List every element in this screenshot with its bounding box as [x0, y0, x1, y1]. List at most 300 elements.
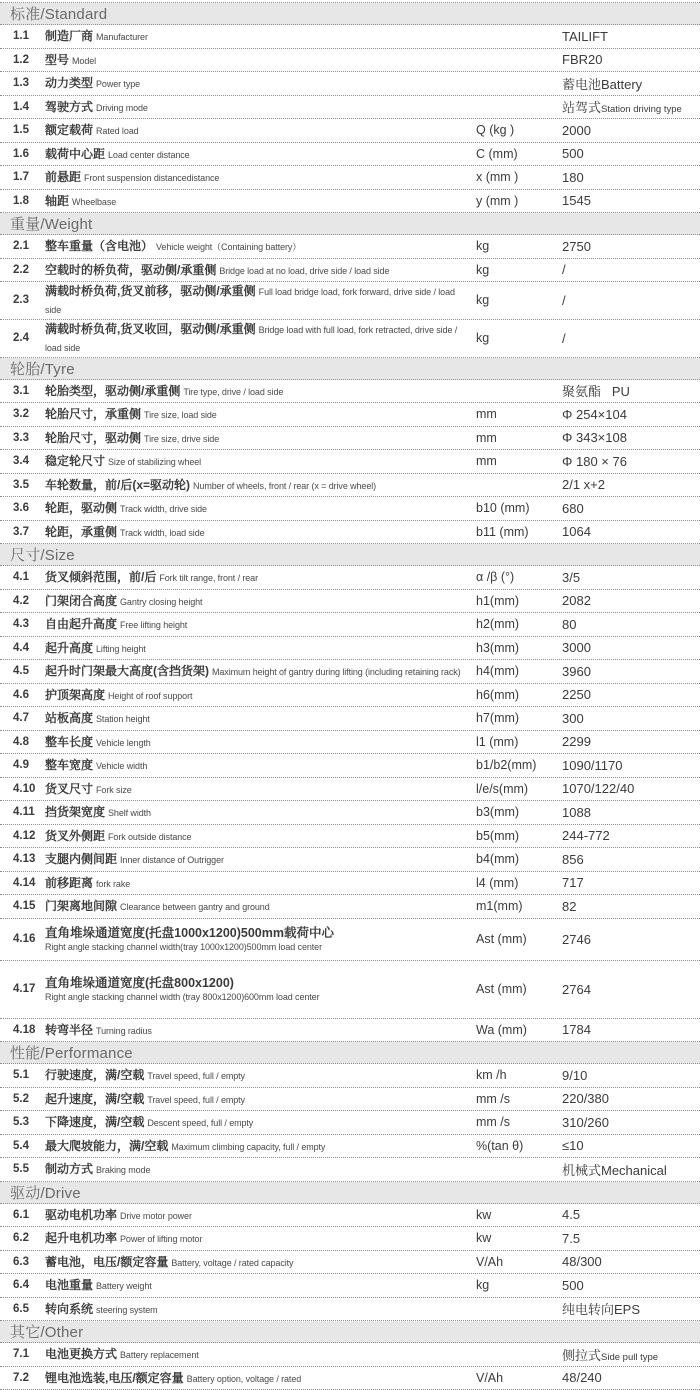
- section-rows: [0, 1204, 700, 1322]
- row-label-en: Battery option, voltage / rated: [186, 1373, 302, 1384]
- row-value-main: 1545: [562, 193, 591, 209]
- row-label-en: Maximum climbing capacity, full / empty: [171, 1141, 326, 1152]
- table-row: [0, 166, 700, 190]
- row-number: 1.5: [13, 124, 29, 137]
- table-row: [0, 427, 700, 451]
- row-value: [562, 711, 700, 726]
- section-rows: [0, 25, 700, 213]
- row-label-cn: 下降速度，满/空载: [45, 1115, 145, 1130]
- row-value-main: 2000: [562, 122, 591, 138]
- row-number: 4.13: [13, 853, 36, 866]
- table-row: [0, 143, 700, 167]
- table-row: [0, 1019, 700, 1043]
- section-header: [0, 1182, 700, 1204]
- table-row: [0, 403, 700, 427]
- row-label: [45, 168, 476, 186]
- row-label-en: Vehicle width: [96, 761, 148, 772]
- row-value: [562, 1115, 700, 1130]
- row-unit: h4(mm): [476, 664, 520, 679]
- row-value-main: 856: [562, 851, 584, 867]
- row-label-en: Track width, load side: [120, 527, 205, 538]
- row-label: [45, 827, 476, 845]
- row-label: [45, 976, 476, 1003]
- row-label-en: Drive motor power: [120, 1210, 192, 1221]
- row-label-cn: 挡货架宽度: [45, 805, 106, 820]
- row-value: [562, 1278, 700, 1293]
- row-unit: kw: [476, 1207, 492, 1222]
- row-value-main: 7.5: [562, 1230, 581, 1246]
- row-label-en: Gantry closing height: [120, 596, 203, 607]
- row-label: [45, 1090, 476, 1108]
- row-label-en: Travel speed, full / empty: [147, 1071, 245, 1082]
- row-number: 1.3: [13, 77, 29, 90]
- table-row: [0, 731, 700, 755]
- table-row: [0, 1111, 700, 1135]
- row-label-cn: 锂电池选装,电压/额定容量: [45, 1370, 184, 1385]
- row-value-main: 244-772: [562, 828, 610, 844]
- row-value: [562, 828, 700, 843]
- row-value: [562, 262, 700, 277]
- row-label: [45, 499, 476, 517]
- row-value: [562, 52, 700, 67]
- table-row: [0, 590, 700, 614]
- row-unit: V/Ah: [476, 1254, 504, 1269]
- row-value-main: /: [562, 292, 566, 308]
- row-value: [562, 1299, 700, 1318]
- row-value-main: 2299: [562, 734, 591, 750]
- row-unit: kg: [476, 239, 490, 254]
- row-label-cn: 起升高度: [45, 640, 94, 655]
- row-label: [45, 686, 476, 704]
- row-number: 4.5: [13, 665, 29, 678]
- row-value-main: 680: [562, 500, 584, 516]
- row-value: [562, 593, 700, 608]
- table-row: [0, 1227, 700, 1251]
- row-number: 3.3: [13, 431, 29, 444]
- table-row: [0, 1298, 700, 1322]
- row-number: 4.1: [13, 571, 29, 584]
- row-label: [45, 709, 476, 727]
- row-value: [562, 899, 700, 914]
- row-label-cn: 轮胎类型，驱动侧/承重侧: [45, 383, 181, 398]
- row-label: [45, 592, 476, 610]
- spec-section: [0, 1321, 700, 1390]
- row-number: 4.8: [13, 735, 29, 748]
- row-value-main: 3/5: [562, 569, 581, 585]
- row-value-main: 4.5: [562, 1207, 581, 1223]
- section-header: [0, 1042, 700, 1064]
- table-row: [0, 190, 700, 214]
- row-value-main: Φ 180 × 76: [562, 453, 627, 469]
- row-number: 4.2: [13, 594, 29, 607]
- row-value: [562, 805, 700, 820]
- row-value: [562, 1068, 700, 1083]
- row-label-cn: 驾驶方式: [45, 99, 94, 114]
- row-number: 2.4: [13, 332, 29, 345]
- row-label-cn: 车轮数量，前/后(x=驱动轮): [45, 477, 191, 492]
- table-row: [0, 613, 700, 637]
- row-label-en: Vehicle weight（Containing battery）: [156, 242, 302, 253]
- row-label: [45, 850, 476, 868]
- row-label: [45, 1345, 476, 1363]
- row-number: 4.18: [13, 1023, 36, 1036]
- row-label-en: Clearance between gantry and ground: [120, 902, 270, 913]
- row-unit: mm /s: [476, 1115, 511, 1130]
- row-value-main: 1784: [562, 1022, 591, 1038]
- row-unit: b3(mm): [476, 805, 520, 820]
- row-label: [45, 145, 476, 163]
- row-value-main: 82: [562, 898, 577, 914]
- row-number: 3.1: [13, 384, 29, 397]
- row-label-en: Inner distance of Outrigger: [120, 855, 224, 866]
- row-value-main: Φ 343×108: [562, 430, 627, 446]
- row-unit: b5(mm): [476, 828, 520, 843]
- section-title: 尺寸/Size: [10, 547, 75, 565]
- row-label-en: Power of lifting motor: [120, 1234, 203, 1245]
- table-row: [0, 660, 700, 684]
- spec-section: [0, 3, 700, 213]
- row-label-en: Track width, drive side: [120, 504, 207, 515]
- row-value-main: 1088: [562, 804, 591, 820]
- table-row: [0, 1088, 700, 1112]
- row-label-en: steering system: [96, 1304, 158, 1315]
- row-label-cn: 稳定轮尺寸: [45, 454, 106, 469]
- row-label-en: Vehicle length: [96, 737, 151, 748]
- row-label-cn: 支腿内侧间距: [45, 852, 118, 867]
- section-title: 性能/Performance: [10, 1045, 133, 1063]
- section-title: 其它/Other: [10, 1324, 84, 1342]
- row-unit: V/Ah: [476, 1370, 504, 1385]
- row-label-cn: 载荷中心距: [45, 146, 106, 161]
- spec-section: [0, 1042, 700, 1182]
- row-label-cn: 直角堆垛通道宽度(托盘800x1200): [45, 975, 234, 990]
- row-label-en: Travel speed, full / empty: [147, 1094, 245, 1105]
- row-label: [45, 237, 476, 255]
- row-unit: mm: [476, 430, 497, 445]
- row-value-sub: Station driving type: [601, 104, 682, 116]
- row-label: [45, 121, 476, 139]
- row-number: 4.6: [13, 688, 29, 701]
- row-value: [562, 570, 700, 585]
- section-header: [0, 213, 700, 235]
- row-label: [45, 1229, 476, 1247]
- row-unit: kg: [476, 262, 490, 277]
- row-label-cn: 护顶架高度: [45, 687, 106, 702]
- section-header: [0, 358, 700, 380]
- row-unit: Ast (mm): [476, 932, 527, 947]
- row-label-cn: 直角堆垛通道宽度(托盘1000x1200)500mm载荷中心: [45, 925, 334, 940]
- section-title: 标准/Standard: [10, 6, 108, 23]
- row-label-cn: 驱动电机功率: [45, 1207, 118, 1222]
- row-label: [45, 897, 476, 915]
- row-label-en: Model: [72, 55, 97, 66]
- table-row: [0, 895, 700, 919]
- table-row: [0, 474, 700, 498]
- row-unit: km /h: [476, 1068, 507, 1083]
- row-label-en: Size of stabilizing wheel: [108, 457, 202, 468]
- row-label-en: Turning radius: [96, 1025, 152, 1036]
- row-label: [45, 568, 476, 586]
- row-label-en: Wheelbase: [72, 196, 117, 207]
- row-label-en: Battery, voltage / rated capacity: [171, 1257, 294, 1268]
- row-value: [562, 664, 700, 679]
- row-label: [45, 452, 476, 470]
- row-number: 4.4: [13, 641, 29, 654]
- row-number: 6.3: [13, 1255, 29, 1268]
- row-value-main: 2082: [562, 593, 591, 609]
- row-value-main: 310/260: [562, 1114, 609, 1130]
- row-number: 3.4: [13, 455, 29, 468]
- row-label: [45, 615, 476, 633]
- row-number: 1.6: [13, 147, 29, 160]
- row-label-en: Load center distance: [108, 149, 190, 160]
- table-row: [0, 320, 700, 358]
- row-label: [45, 1066, 476, 1084]
- row-label: [45, 1369, 476, 1387]
- spec-section: [0, 1182, 700, 1322]
- section-title: 轮胎/Tyre: [10, 360, 75, 378]
- row-label-en: Tire type, drive / load side: [183, 386, 284, 397]
- row-label-en: Tire size, drive side: [144, 433, 220, 444]
- row-unit: h1(mm): [476, 593, 520, 608]
- row-value-sub: Side pull type: [601, 1351, 659, 1363]
- section-title: 重量/Weight: [10, 216, 93, 233]
- row-value-main: 2750: [562, 238, 591, 254]
- row-value: [562, 146, 700, 161]
- table-row: [0, 497, 700, 521]
- row-unit: l/e/s(mm): [476, 781, 529, 796]
- row-value-main: 站驾式: [562, 100, 602, 116]
- row-label-en: Lifting height: [96, 643, 146, 654]
- row-value: [562, 193, 700, 208]
- table-row: [0, 1251, 700, 1275]
- table-row: [0, 1204, 700, 1228]
- row-unit: l1 (mm): [476, 734, 519, 749]
- row-unit: kg: [476, 331, 490, 346]
- row-number: 4.11: [13, 806, 35, 819]
- row-label: [45, 320, 476, 357]
- row-number: 4.14: [13, 876, 36, 889]
- row-label-cn: 制造厂商: [45, 29, 94, 44]
- table-row: [0, 637, 700, 661]
- row-label-cn: 起升速度，满/空载: [45, 1091, 145, 1106]
- row-value-main: 1070/122/40: [562, 781, 635, 797]
- row-unit: b1/b2(mm): [476, 758, 537, 773]
- row-label: [45, 639, 476, 657]
- row-value-main: 180: [562, 169, 584, 185]
- row-value-main: 300: [562, 710, 584, 726]
- row-number: 6.4: [13, 1279, 29, 1292]
- row-value-main: 48/300: [562, 1254, 602, 1270]
- row-unit: kw: [476, 1231, 492, 1246]
- row-number: 1.4: [13, 100, 29, 113]
- table-row: [0, 825, 700, 849]
- table-row: [0, 521, 700, 545]
- row-value: [562, 477, 700, 492]
- table-row: [0, 96, 700, 120]
- row-value: [562, 1254, 700, 1269]
- row-value-main: 侧拉式: [562, 1347, 602, 1363]
- row-label-cn: 空载时的桥负荷，驱动侧/承重侧: [45, 262, 217, 277]
- row-label-en: Right angle stacking channel width(tray 1000x1200)500mm load center: [45, 942, 322, 953]
- row-label-cn: 门架离地间隙: [45, 899, 118, 914]
- row-label-en: Fork size: [96, 784, 132, 795]
- row-label-cn: 货叉倾斜范围，前/后: [45, 570, 157, 585]
- row-label: [45, 733, 476, 751]
- spec-section: [0, 544, 700, 1042]
- row-unit: x (mm ): [476, 170, 519, 185]
- table-row: [0, 380, 700, 404]
- row-number: 1.7: [13, 171, 29, 184]
- row-label: [45, 1137, 476, 1155]
- row-label-cn: 轴距: [45, 193, 70, 208]
- row-unit: b11 (mm): [476, 524, 529, 539]
- row-unit: mm /s: [476, 1091, 511, 1106]
- row-value-main: 80: [562, 616, 577, 632]
- row-label: [45, 874, 476, 892]
- row-label: [45, 803, 476, 821]
- row-label: [45, 74, 476, 92]
- row-value: [562, 501, 700, 516]
- row-unit: Q (kg ): [476, 123, 515, 138]
- row-number: 5.4: [13, 1139, 29, 1152]
- row-unit: h2(mm): [476, 617, 520, 632]
- row-label-cn: 电池更换方式: [45, 1347, 118, 1362]
- row-label: [45, 405, 476, 423]
- table-row: [0, 49, 700, 73]
- row-value: [562, 734, 700, 749]
- row-label-en: Tire size, load side: [144, 410, 217, 421]
- row-label-en: Shelf width: [108, 808, 151, 819]
- table-row: [0, 119, 700, 143]
- row-label-cn: 满载时桥负荷,货叉收回，驱动侧/承重侧: [45, 321, 256, 336]
- row-label-en: Power type: [96, 79, 141, 90]
- spec-section: [0, 213, 700, 358]
- row-value-main: 3000: [562, 640, 591, 656]
- row-value-main: 500: [562, 1277, 584, 1293]
- row-value-main: 2746: [562, 931, 591, 947]
- row-value: [562, 1138, 700, 1153]
- row-value-main: 纯电转向EPS: [562, 1302, 641, 1318]
- table-row: [0, 872, 700, 896]
- row-number: 2.2: [13, 263, 29, 276]
- row-value: [562, 454, 700, 469]
- row-number: 3.5: [13, 478, 29, 491]
- row-number: 4.15: [13, 900, 36, 913]
- row-label: [45, 1206, 476, 1224]
- row-value: [562, 758, 700, 773]
- table-row: [0, 259, 700, 283]
- row-label: [45, 98, 476, 116]
- row-value-main: 500: [562, 146, 584, 162]
- row-number: 4.10: [13, 782, 36, 795]
- row-label-cn: 最大爬坡能力，满/空载: [45, 1138, 169, 1153]
- row-unit: mm: [476, 454, 497, 469]
- row-number: 1.1: [13, 30, 29, 43]
- row-unit: m1(mm): [476, 899, 523, 914]
- row-number: 2.3: [13, 294, 29, 307]
- row-label-cn: 轮胎尺寸，驱动侧: [45, 430, 142, 445]
- row-label-en: Free lifting height: [120, 620, 188, 631]
- row-value: [562, 617, 700, 632]
- row-unit: mm: [476, 407, 497, 422]
- row-value: [562, 29, 700, 44]
- row-number: 6.2: [13, 1232, 29, 1245]
- row-value: [562, 1345, 700, 1364]
- row-value: [562, 932, 700, 947]
- row-label-en: Bridge load at no load, drive side / load side: [219, 265, 390, 276]
- row-number: 1.2: [13, 53, 29, 66]
- row-value: [562, 982, 700, 997]
- row-unit: h6(mm): [476, 687, 520, 702]
- row-label: [45, 476, 476, 494]
- table-row: [0, 72, 700, 96]
- row-unit: C (mm): [476, 146, 518, 161]
- row-number: 4.3: [13, 618, 29, 631]
- row-number: 3.2: [13, 408, 29, 421]
- row-label-en: fork rake: [96, 878, 131, 889]
- row-value-main: 9/10: [562, 1067, 588, 1083]
- row-label-en: Driving mode: [96, 102, 148, 113]
- row-label-cn: 门架闭合高度: [45, 593, 118, 608]
- row-unit: Wa (mm): [476, 1022, 527, 1037]
- row-label-en: Braking mode: [96, 1165, 151, 1176]
- row-label: [45, 282, 476, 319]
- row-number: 5.1: [13, 1069, 29, 1082]
- row-label-en: Maximum height of gantry during lifting (including retaining rack): [212, 667, 461, 678]
- row-value: [562, 331, 700, 346]
- row-label: [45, 1113, 476, 1131]
- row-value: [562, 1091, 700, 1106]
- section-header: [0, 3, 700, 25]
- row-label: [45, 1160, 476, 1178]
- table-row: [0, 778, 700, 802]
- row-value-main: 机械式Mechanical: [562, 1162, 667, 1178]
- row-label-cn: 动力类型: [45, 76, 94, 91]
- row-label: [45, 780, 476, 798]
- row-unit: %(tan θ): [476, 1138, 524, 1153]
- row-label-cn: 电池重量: [45, 1278, 94, 1293]
- row-number: 3.6: [13, 502, 29, 515]
- row-value: [562, 430, 700, 445]
- row-number: 5.5: [13, 1163, 29, 1176]
- row-label-cn: 整车长度: [45, 734, 94, 749]
- row-unit: h3(mm): [476, 640, 520, 655]
- row-value: [562, 852, 700, 867]
- row-label-cn: 前悬距: [45, 170, 82, 185]
- table-row: [0, 450, 700, 474]
- section-rows: [0, 1064, 700, 1182]
- row-value-main: 717: [562, 875, 584, 891]
- row-value: [562, 97, 700, 116]
- row-label-cn: 蓄电池，电压/额定容量: [45, 1254, 169, 1269]
- row-number: 7.1: [13, 1348, 29, 1361]
- row-number: 4.17: [13, 983, 36, 996]
- row-label: [45, 523, 476, 541]
- table-row: [0, 25, 700, 49]
- row-unit: b4(mm): [476, 852, 520, 867]
- row-value: [562, 875, 700, 890]
- row-unit: b10 (mm): [476, 501, 530, 516]
- row-label: [45, 926, 476, 953]
- row-label-cn: 转弯半径: [45, 1022, 94, 1037]
- row-label-cn: 前移距离: [45, 875, 94, 890]
- row-value: [562, 1207, 700, 1222]
- row-number: 5.2: [13, 1092, 29, 1105]
- row-unit: kg: [476, 293, 490, 308]
- row-label-en: Rated load: [96, 126, 139, 137]
- row-label-en: Front suspension distancedistance: [84, 173, 220, 184]
